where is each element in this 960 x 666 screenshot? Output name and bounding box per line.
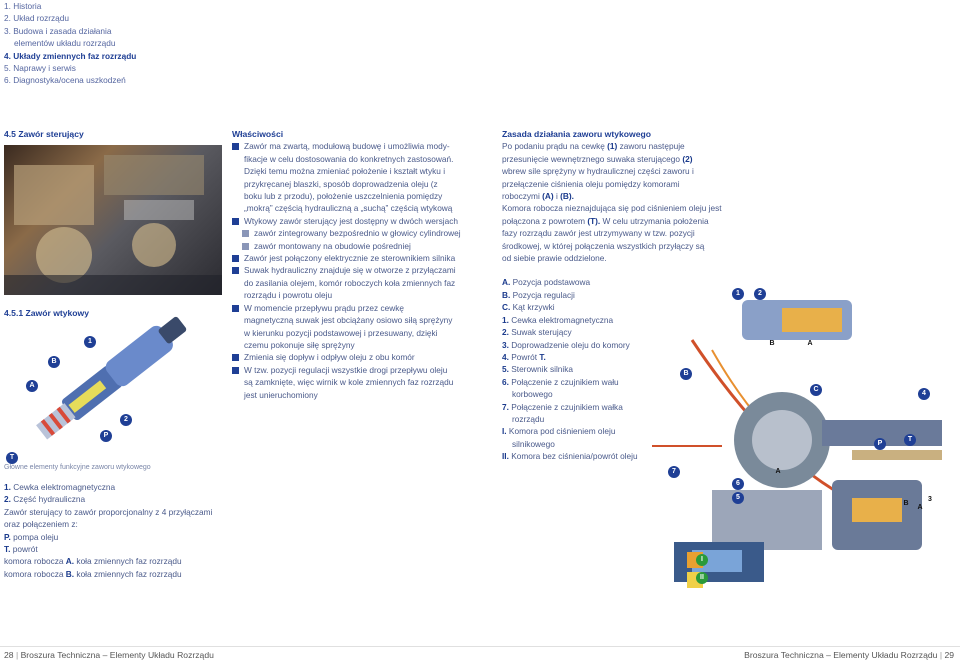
footer-right: Broszura Techniczna – Elementy Układu Rozrządu | 29 (744, 650, 954, 660)
text-segment: przełączenie ciśnienia oleju pomiędzy komorami (502, 178, 680, 189)
legend-key: 5. (502, 364, 509, 375)
list-item (232, 215, 482, 227)
page-number: 28 (4, 650, 14, 660)
diag-label-b2: B (680, 368, 692, 380)
principle-paragraph (502, 140, 732, 264)
diag-label-6: 6 (732, 478, 744, 490)
text-segment: fazy rozrządu zawór jest utrzymywany w tzw. pozycji (502, 228, 695, 239)
legend-key: 4. (502, 351, 509, 362)
diag-label-4: 4 (918, 388, 930, 400)
list-line: boku lub z przodu), położenie uszczelnienia pomiędzy (244, 191, 443, 202)
legend-key: II. (502, 451, 509, 462)
diag-label-a: A (807, 340, 813, 347)
legend-key: 1. (502, 314, 509, 325)
legend-text: Powrót (508, 351, 540, 362)
subsection-title: 4.5.1 Zawór wtykowy (4, 308, 90, 318)
list-line: są zamknięte, więc wirnik w kole zmiennych faz rozrządu (244, 377, 454, 388)
legend-line: 1. Cewka elektromagnetyczna (4, 482, 116, 492)
list-line: zawór zintegrowany bezpośrednio w głowicy cylindrowej (254, 228, 461, 239)
list-line: Wtykowy zawór sterujący jest dostępny w dwóch wersjach (244, 215, 458, 226)
legend-line: komora robocza B. koła zmiennych faz rozrządu (4, 568, 182, 579)
section-title: 4.5 Zawór sterujący (4, 129, 84, 139)
toc-item[interactable]: 1. Historia (4, 1, 42, 11)
legend-text: Pozycja podstawowa (510, 277, 591, 288)
page-number: 29 (944, 650, 954, 660)
toc-item[interactable]: elementów układu rozrządu (14, 38, 116, 49)
text-segment: zaworu następuje (617, 141, 685, 152)
footer-title: Broszura Techniczna – Elementy Układu Rozrządu (744, 650, 938, 660)
toc-item[interactable]: 6. Diagnostyka/ocena uszkodzeń (4, 75, 126, 86)
list-line: rozrządu i powrotu oleju (244, 290, 333, 301)
label-b: B (48, 356, 60, 368)
text-segment: i (553, 191, 561, 202)
text-segment: roboczymi (502, 191, 543, 202)
list-item (232, 252, 482, 264)
diag-label-a2: A (775, 468, 781, 475)
list-item (232, 302, 482, 352)
bold-ref: (2) (682, 153, 693, 164)
diag-label-t: T (904, 434, 916, 446)
principle-heading: Zasada działania zaworu wtykowego (502, 129, 651, 139)
legend-text: Suwak sterujący (508, 327, 572, 338)
legend-key: 6. (502, 376, 509, 387)
legend-line: T. powrót (4, 544, 38, 555)
legend-key: 7. (502, 401, 509, 412)
toc-item[interactable]: 2. Układ rozrządu (4, 13, 70, 24)
bold-ref: (T). (587, 215, 601, 226)
legend-text: Kąt krzywki (510, 302, 555, 313)
text-segment: połączona z powrotem (502, 215, 588, 226)
list-line: do zasilania olejem, komór roboczych koła zmiennych faz (244, 277, 456, 288)
text-segment: Po podaniu prądu na cewkę (502, 141, 608, 152)
diag-label-2: 2 (754, 288, 766, 300)
list-item (232, 351, 482, 363)
list-line: Zmienia się dopływ i odpływ oleju z obu komór (244, 352, 415, 363)
valve-operation-diagram (652, 280, 952, 600)
legend-text: korbowego (512, 389, 553, 400)
diag-label-a3: A (917, 504, 923, 511)
footer-title: Broszura Techniczna – Elementy Układu Rozrządu (20, 650, 214, 660)
list-line: czemu pokonuje siłę sprężyny (244, 339, 355, 350)
list-line: Zawór jest połączony elektrycznie ze sterownikiem silnika (244, 253, 456, 264)
legend-key: 2. (502, 327, 509, 338)
list-line: Suwak hydrauliczny znajduje się w otworze z przyłączami (244, 265, 456, 276)
diag-label-i: I (696, 554, 708, 566)
paragraph-line (502, 252, 732, 264)
legend-line: P. pompa oleju (4, 531, 59, 542)
legend-text: Komora bez ciśnienia/powrót oleju (508, 451, 638, 462)
label-p: P (100, 430, 112, 442)
legend-text: Cewka elektromagnetyczna (508, 314, 614, 325)
diag-label-1: 1 (732, 288, 744, 300)
label-2: 2 (120, 414, 132, 426)
diag-label-p: P (874, 438, 886, 450)
label-1: 1 (84, 336, 96, 348)
figure-caption: Główne elementy funkcyjne zaworu wtykowego (4, 464, 151, 471)
legend-key: A. (502, 277, 511, 288)
legend-line: komora robocza A. koła zmiennych faz rozrządu (4, 556, 182, 567)
diag-label-ii: II (696, 572, 708, 584)
list-line: Dzięki temu można zmieniać położenie i kształt wtyku i (244, 166, 446, 177)
engine-illustration (4, 145, 222, 295)
legend-key: T. (539, 351, 546, 362)
diag-label-5: 5 (732, 492, 744, 504)
left-legend (4, 481, 212, 580)
sub-list-item (232, 240, 482, 252)
list-line: fikacje w celu dostosowania do konkretnych zastosowań. (244, 153, 454, 164)
legend-text: Sterownik silnika (508, 364, 574, 375)
diag-label-b3: B (903, 500, 909, 507)
text-segment: Komora robocza nieznajdująca się pod ciśnieniem oleju jest (502, 203, 722, 214)
text-segment: wbrew sile sprężyny w hydraulicznej części zaworu i (502, 166, 694, 177)
paragraph-line (502, 190, 732, 202)
text-segment: środkowej, w której połączenia wszystkich przyłączy są (502, 240, 705, 251)
bold-ref: (A) (542, 191, 554, 202)
text-segment: W celu utrzymania położenia (600, 215, 709, 226)
label-t: T (6, 452, 18, 464)
legend-key: 3. (502, 339, 509, 350)
plug-valve-illustration (9, 300, 220, 461)
table-of-contents (4, 0, 136, 87)
properties-list (232, 140, 482, 401)
list-item (232, 140, 482, 214)
footer-divider (0, 646, 960, 647)
bold-ref: (B). (560, 191, 574, 202)
engine-photo (4, 145, 222, 295)
legend-key: I. (502, 426, 507, 437)
list-line: Zawór ma zwartą, modułową budowę i umożliwia mody- (244, 141, 450, 152)
sub-list-item (232, 227, 482, 239)
paragraph-line (502, 227, 732, 239)
list-item (232, 264, 482, 301)
list-line: W tzw. pozycji regulacji wszystkie drogi przepływu oleju (244, 364, 448, 375)
list-line: „mokrą” częścią hydrauliczną a „suchą” częścią wtykową (244, 203, 453, 214)
text-segment: przesunięcie wewnętrznego suwaka sterującego (502, 153, 683, 164)
list-line: jest unieruchomiony (244, 389, 318, 400)
properties-heading: Właściwości (232, 129, 284, 139)
paragraph-line (502, 215, 732, 227)
label-a: A (26, 380, 38, 392)
legend-key: B. (502, 289, 511, 300)
legend-line: 2. Część hydrauliczna (4, 494, 86, 505)
footer-left: 28 | Broszura Techniczna – Elementy Układu Rozrządu (4, 650, 214, 660)
list-item (232, 364, 482, 401)
legend-line: oraz połączeniem z: (4, 519, 78, 530)
toc-item[interactable]: 3. Budowa i zasada działania (4, 25, 112, 36)
legend-text: Pozycja regulacji (510, 289, 575, 300)
legend-text: Połączenie z czujnikiem wału (508, 376, 619, 387)
list-line: W momencie przepływu prądu przez cewkę (244, 302, 405, 313)
paragraph-line (502, 240, 732, 252)
text-segment: od siebie prawie oddzielone. (502, 253, 607, 264)
legend-text: Połączenie z czujnikiem wałka (508, 401, 623, 412)
list-line: magnetyczną suwak jest obciążany osiowo siłą sprężyny (244, 315, 453, 326)
paragraph-line (502, 165, 732, 177)
legend-line: Zawór sterujący to zawór proporcjonalny z 4 przyłączami (4, 506, 213, 517)
legend-text: rozrządu (512, 413, 545, 424)
properties-column (232, 128, 482, 401)
legend-text: silnikowego (512, 438, 555, 449)
legend-key: C. (502, 302, 511, 313)
list-line: w kierunku pozycji podstawowej i przesuwany, dzięki (244, 327, 438, 338)
paragraph-line (502, 202, 732, 214)
diag-label-7: 7 (668, 466, 680, 478)
diag-label-c: C (810, 384, 822, 396)
diag-label-3: 3 (928, 496, 932, 503)
legend-text: Komora pod ciśnieniem oleju (506, 426, 616, 437)
toc-item[interactable]: 5. Naprawy i serwis (4, 63, 76, 74)
toc-item-active[interactable]: 4. Układy zmiennych faz rozrządu (4, 50, 137, 61)
paragraph-line (502, 178, 732, 190)
paragraph-line (502, 153, 732, 165)
bold-ref: (1) (607, 141, 618, 152)
list-line: przykręcanej blaszki, sposób doprowadzenia oleju (z (244, 178, 438, 189)
paragraph-line (502, 140, 732, 152)
list-line: zawór montowany na obudowie pośredniej (254, 240, 411, 251)
diag-label-b: B (769, 340, 775, 347)
legend-text: Doprowadzenie oleju do komory (508, 339, 630, 350)
